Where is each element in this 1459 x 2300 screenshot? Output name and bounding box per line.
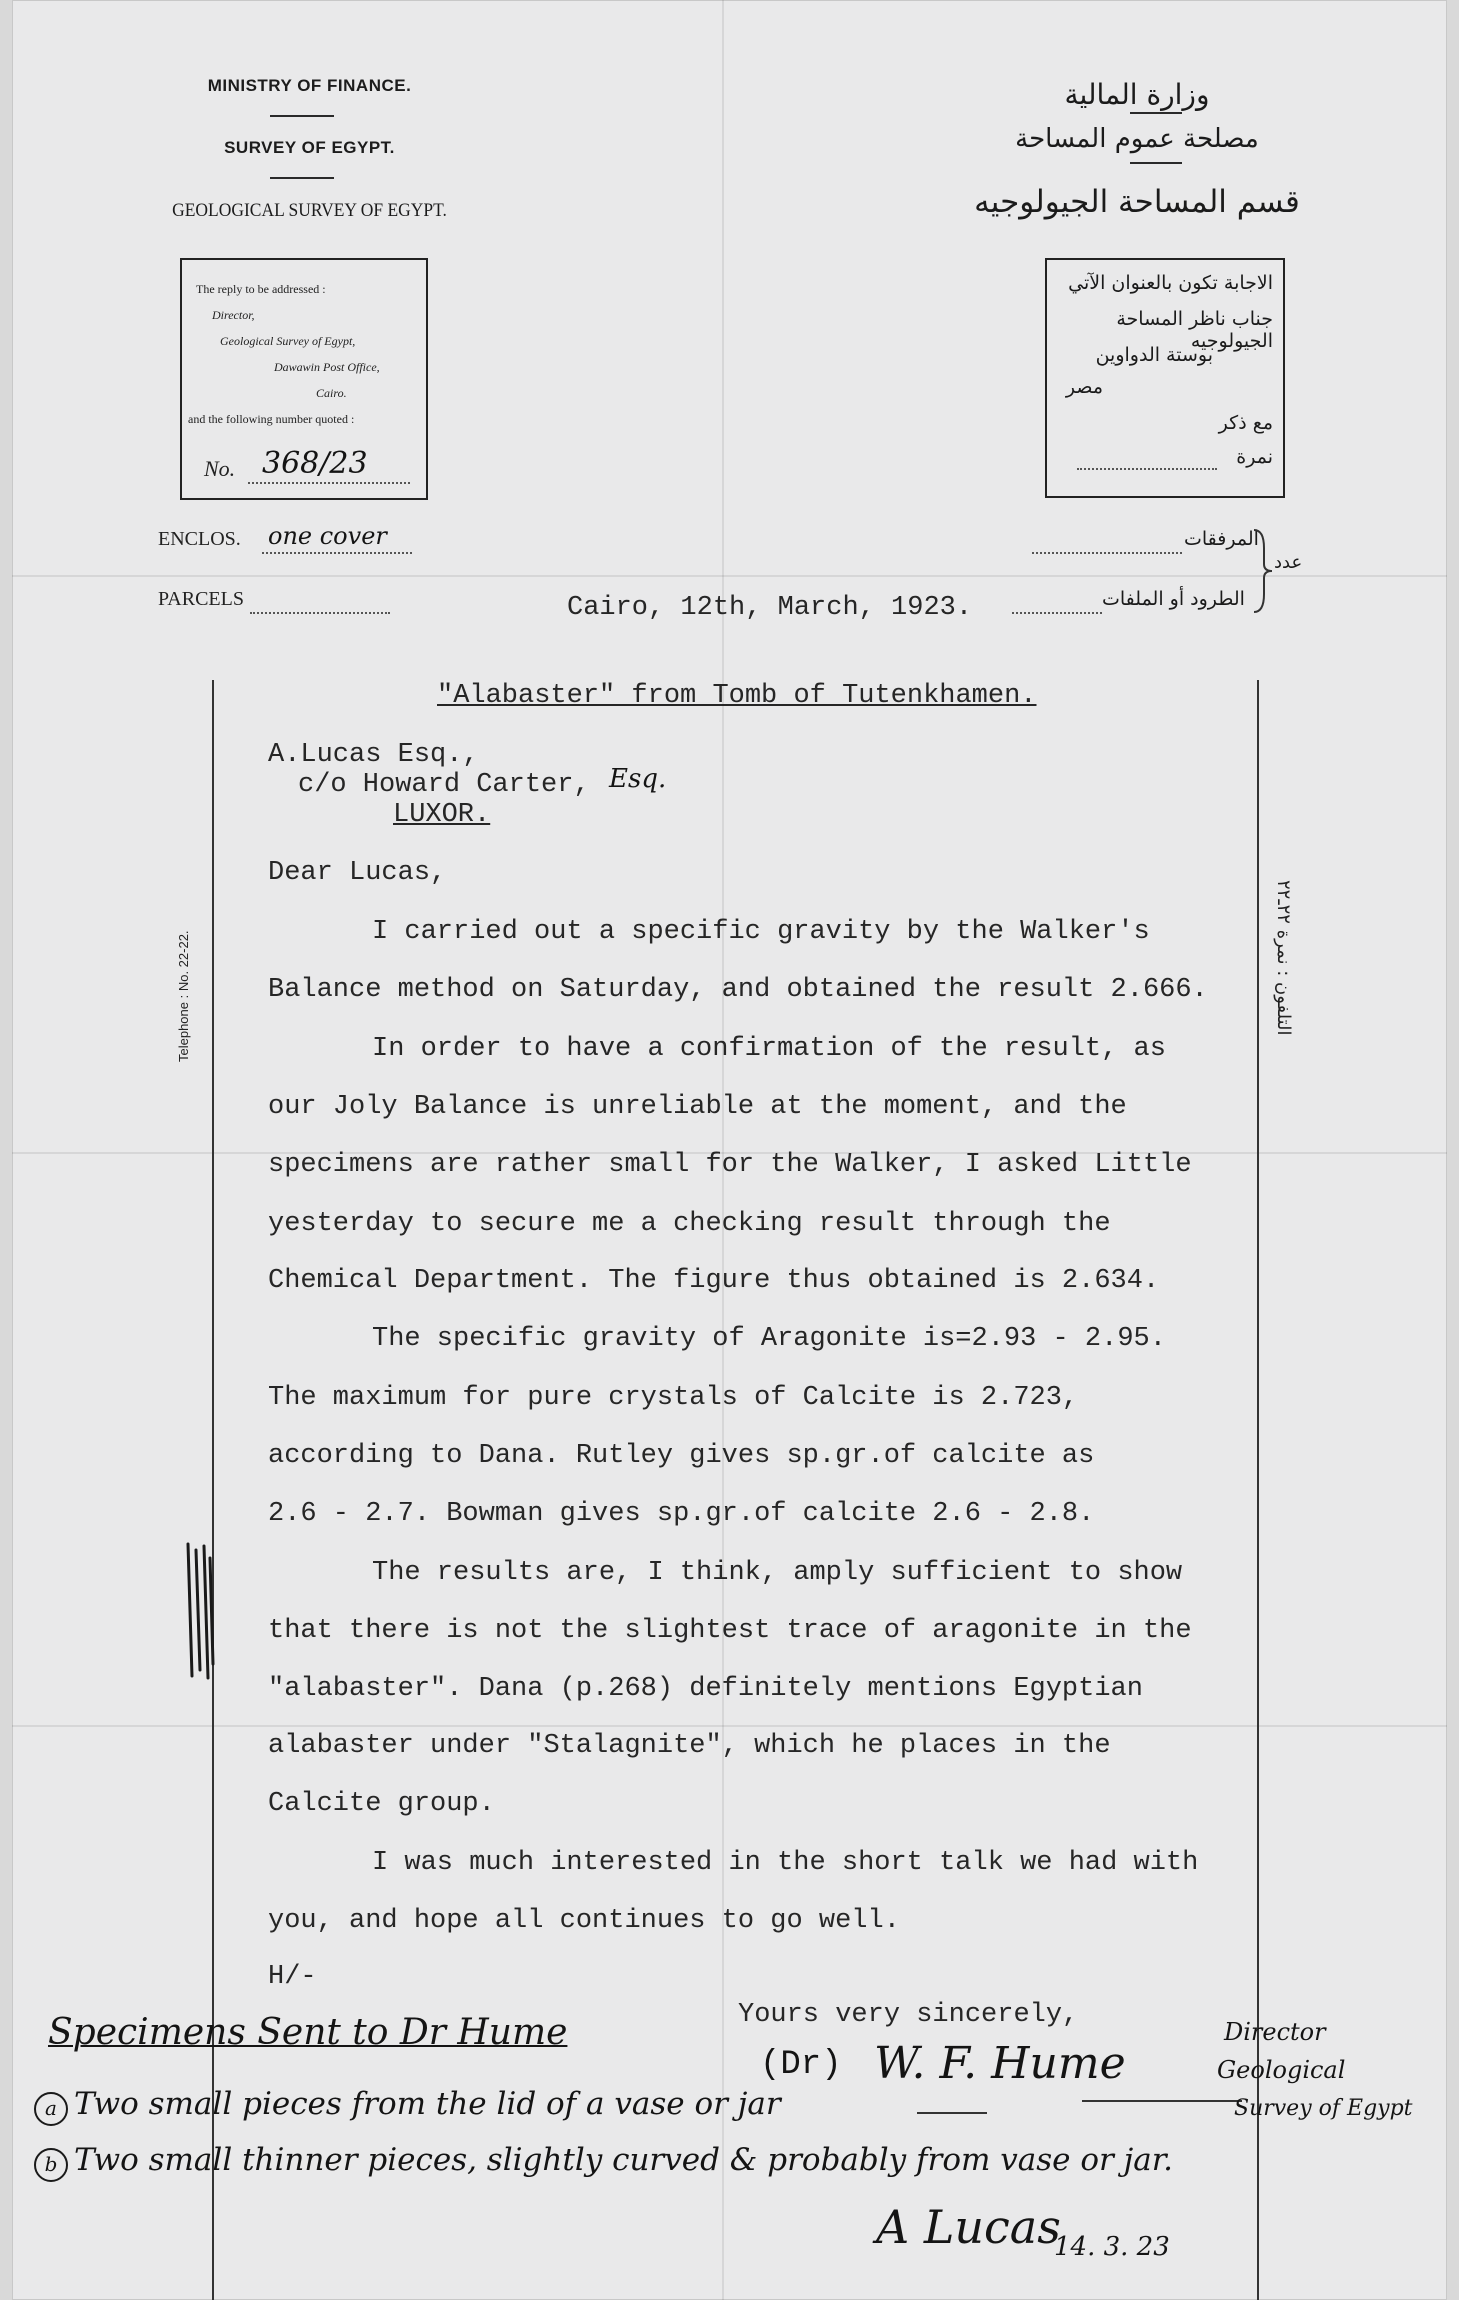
reply-address-box <box>180 258 428 500</box>
survey-heading-arabic: مصلحة عموم المساحة <box>1015 124 1259 154</box>
geological-heading-arabic: قسم المساحة الجيولوجيه <box>974 184 1300 220</box>
reply-line-arabic: بوستة الدواوين <box>1095 344 1213 366</box>
body-line: The results are, I think, amply sufficient to show <box>372 1558 1183 1588</box>
dotted-line <box>1077 468 1217 470</box>
enclosures-value-handwritten: one cover <box>268 522 387 550</box>
reply-line: Director, <box>212 308 255 322</box>
ministry-heading-arabic: وزارة المالية <box>1064 78 1210 111</box>
body-line: specimens are rather small for the Walker, I asked Little <box>268 1150 1192 1180</box>
body-line: 2.6 - 2.7. Bowman gives sp.gr.of calcite 2.6 - 2.8. <box>268 1499 1095 1529</box>
reply-line-arabic: نمرة <box>1236 446 1273 468</box>
reply-line-arabic: الاجابة تكون بالعنوان الآتي <box>1068 272 1273 294</box>
reply-line: The reply to be addressed : <box>196 282 326 296</box>
header-rule <box>1130 162 1182 164</box>
reply-line-arabic: مع ذكر <box>1218 412 1273 434</box>
fold-line <box>12 1725 1447 1727</box>
body-line: alabaster under "Stalagnite", which he places in the <box>268 1731 1111 1761</box>
parcels-label-arabic: الطرود أو الملفات <box>1102 588 1245 610</box>
body-line: Chemical Department. The figure thus obtained is 2.634. <box>268 1266 1160 1296</box>
header-rule <box>270 177 334 179</box>
dotted-line <box>262 552 412 554</box>
body-line: yesterday to secure me a checking result through the <box>268 1209 1111 1239</box>
count-label-arabic: عدد <box>1274 552 1303 573</box>
body-line: The specific gravity of Aragonite is=2.93 - 2.95. <box>372 1324 1166 1354</box>
survey-heading: SURVEY OF EGYPT. <box>224 138 395 157</box>
letter-subject: "Alabaster" from Tomb of Tutenkhamen. <box>437 681 1037 711</box>
reference-number-handwritten: 368/23 <box>262 446 368 481</box>
fold-line <box>12 575 1447 577</box>
salutation: Dear Lucas, <box>268 858 447 888</box>
closing: Yours very sincerely, <box>738 2000 1079 2030</box>
note-item-b: Two small thinner pieces, slightly curved & probably from vase or jar. <box>74 2142 1174 2178</box>
note-heading: Specimens Sent to Dr Hume <box>48 2012 568 2053</box>
dotted-line <box>248 482 410 484</box>
reference-number-label: No. <box>204 456 236 481</box>
reply-line-arabic: مصر <box>1065 376 1103 398</box>
reply-line: and the following number quoted : <box>188 412 355 426</box>
reply-line: Cairo. <box>316 386 347 400</box>
enclosures-label-arabic: المرفقات <box>1184 528 1259 550</box>
margin-marks <box>180 1540 224 1680</box>
note-item-a: Two small pieces from the lid of a vase or jar <box>74 2086 781 2122</box>
left-margin-line <box>212 680 214 2300</box>
telephone-number-arabic: التلفون : نمرة ٢٢ـ٢٢ <box>1273 880 1294 1036</box>
header-rule <box>270 115 334 117</box>
body-line: that there is not the slightest trace of aragonite in the <box>268 1616 1192 1646</box>
body-line: The maximum for pure crystals of Calcite is 2.723, <box>268 1383 1079 1413</box>
addressee-esq-handwritten: Esq. <box>609 764 667 794</box>
body-line: our Joly Balance is unreliable at the moment, and the <box>268 1092 1127 1122</box>
hume-signature: W. F. Hume <box>874 2038 1126 2089</box>
addressee-care-of: c/o Howard Carter, <box>298 770 590 800</box>
doctor-prefix: (Dr) <box>760 2046 842 2084</box>
body-line: Calcite group. <box>268 1789 495 1819</box>
telephone-number: Telephone : No. 22-22. <box>176 930 191 1062</box>
addressee-city: LUXOR. <box>393 800 491 830</box>
typist-initials: H/- <box>268 1962 317 1992</box>
lucas-signature: A Lucas <box>876 2200 1061 2254</box>
body-line: "alabaster". Dana (p.268) definitely mentions Egyptian <box>268 1674 1143 1704</box>
signature-title: Survey of Egypt <box>1234 2096 1413 2121</box>
signature-title: Geological <box>1217 2056 1346 2084</box>
geological-heading: GEOLOGICAL SURVEY OF EGYPT. <box>172 200 447 221</box>
ministry-heading: MINISTRY OF FINANCE. <box>207 76 412 95</box>
note-date: 14. 3. 23 <box>1054 2232 1170 2262</box>
body-line: according to Dana. Rutley gives sp.gr.of calcite as <box>268 1441 1095 1471</box>
reply-line: Geological Survey of Egypt, <box>220 334 356 348</box>
enclosures-label: ENCLOS. <box>158 528 241 550</box>
dotted-line <box>1032 552 1182 554</box>
letter-date: Cairo, 12th, March, 1923. <box>567 593 973 623</box>
body-line: I carried out a specific gravity by the Walker's <box>372 917 1150 947</box>
body-line: you, and hope all continues to go well. <box>268 1906 900 1936</box>
dotted-line <box>1012 612 1102 614</box>
reply-line-arabic: جناب ناظر المساحة الجيولوجيه <box>1116 308 1273 352</box>
note-trailing-line <box>917 2112 987 2114</box>
dotted-line <box>250 612 390 614</box>
body-line: Balance method on Saturday, and obtained the result 2.666. <box>268 975 1208 1005</box>
header-rule <box>1130 112 1182 114</box>
reply-address-box-arabic <box>1045 258 1285 498</box>
enclosures-brace <box>1250 528 1274 614</box>
reply-line: Dawawin Post Office, <box>274 360 380 374</box>
body-line: In order to have a confirmation of the result, as <box>372 1034 1166 1064</box>
signature-title: Director <box>1224 2018 1326 2046</box>
body-line: I was much interested in the short talk we had with <box>372 1848 1199 1878</box>
letter-page <box>12 0 1447 2300</box>
note-marker-b: b <box>34 2148 68 2182</box>
parcels-label: PARCELS <box>158 588 244 610</box>
note-marker-a: a <box>34 2092 68 2126</box>
signature-line <box>1082 2100 1242 2102</box>
addressee-name: A.Lucas Esq., <box>268 740 479 770</box>
